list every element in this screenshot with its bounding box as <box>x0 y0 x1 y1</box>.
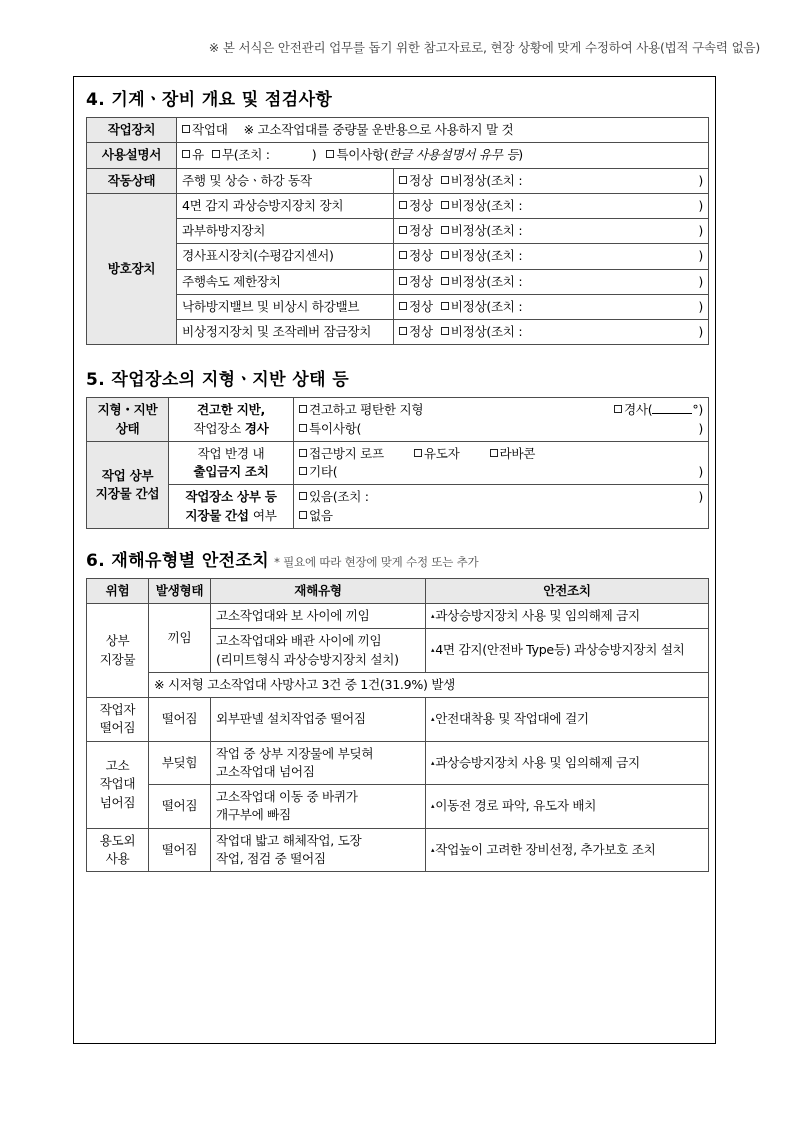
terrain-subject-line2-plain: 작업장소 <box>193 420 245 436</box>
occurrence-cell-2-1: 떨어짐 <box>149 785 211 829</box>
access-restriction-line2: 출입금지 조치 <box>193 464 269 479</box>
table-row <box>87 219 709 244</box>
checkbox-overhead-yes-label: 있음(조치 : <box>309 489 369 505</box>
terrain-subject <box>169 398 294 442</box>
checkbox-guard1-normal-label: 정상 <box>409 223 433 238</box>
table-row <box>87 269 709 294</box>
hazard-1-line1: 작업자 <box>99 702 136 717</box>
checkbox-cone-label: 라바콘 <box>499 445 536 461</box>
slope-unit: °) <box>692 402 703 418</box>
table-row <box>87 604 709 629</box>
checkbox-guard1-abnormal-label: 비정상(조치 : <box>450 223 523 238</box>
row-label-guard: 방호장치 <box>87 193 177 345</box>
accident-0-1-line1: 고소작업대와 배관 사이에 끼임 <box>216 633 382 649</box>
column-header-safety-measure: 안전조치 <box>426 578 709 603</box>
bullet-triangle-icon: ▴ <box>431 646 435 655</box>
table-row <box>87 485 709 529</box>
bullet-triangle-icon: ▴ <box>431 715 435 724</box>
row-label-work-device: 작업장치 <box>87 118 177 143</box>
overhead-line2 <box>174 507 288 525</box>
table-row <box>87 143 709 168</box>
measure-cell-2-0 <box>426 741 709 785</box>
occurrence-cell-1-0: 떨어짐 <box>149 698 211 742</box>
accident-cell-3-0 <box>211 828 426 872</box>
obstacle-label-line2: 지장물 간섭 <box>95 485 160 501</box>
guard2-close-paren: ) <box>698 248 703 264</box>
table-row <box>87 785 709 829</box>
bullet-triangle-icon: ▴ <box>431 802 435 811</box>
overhead-option-row2 <box>299 507 703 525</box>
hazard-cell-2 <box>87 741 149 828</box>
section6-heading <box>86 546 710 571</box>
checkbox-guard5-normal-label: 정상 <box>409 324 433 339</box>
column-header-occurrence: 발생형태 <box>149 578 211 603</box>
overhead-option-row1 <box>299 488 703 506</box>
section4-heading: 4. 기계ㆍ장비 개요 및 점검사항 <box>86 90 333 110</box>
group-0-statistic-note: ※ 시저형 고소작업대 사망사고 3건 중 1건(31.9%) 발생 <box>149 672 709 697</box>
measure-0-0-text: 과상승방지장치 사용 및 임의해제 금지 <box>435 608 640 623</box>
operation-status-cell <box>394 168 709 193</box>
operation-close-paren: ) <box>698 172 703 188</box>
guard-status-cell-4 <box>394 294 709 319</box>
terrain-special-close: ) <box>698 420 703 436</box>
checkbox-guard3-abnormal-label: 비정상(조치 : <box>450 273 523 289</box>
checkbox-guide-person[interactable] <box>414 449 422 457</box>
terrain-option-row1 <box>299 401 703 419</box>
measure-0-1-text: 4면 감지(안전바 Type등) 과상승방지장치 설치 <box>435 642 685 658</box>
accident-3-0-line1: 작업대 밟고 해체작업, 도장 <box>216 832 362 848</box>
accident-0-1-line2: (리미트형식 과상승방지장치 설치) <box>216 651 399 667</box>
manual-cell <box>177 143 709 168</box>
table-row <box>87 441 709 485</box>
overhead-line1: 작업장소 상부 등 <box>185 489 277 505</box>
checkbox-operation-normal-label: 정상 <box>409 172 433 188</box>
terrain-options <box>294 398 709 442</box>
hazard-2-line1: 고소 <box>105 758 130 774</box>
hazard-0-line1: 상부 <box>105 633 130 649</box>
overhead-interference-options <box>294 485 709 529</box>
checkbox-terrain-special[interactable] <box>299 424 307 432</box>
checkbox-manual-special[interactable] <box>326 150 334 158</box>
guard0-close-paren: ) <box>698 197 703 213</box>
guard-item-3: 주행속도 제한장치 <box>177 269 394 294</box>
occurrence-cell-3-0: 떨어짐 <box>149 828 211 872</box>
checkbox-guard1-abnormal[interactable] <box>441 226 449 234</box>
table-row <box>87 398 709 442</box>
guard4-close-paren: ) <box>698 298 703 314</box>
section6-heading-sub: * 필요에 따라 현장에 맞게 수정 또는 추가 <box>274 554 479 569</box>
work-device-cell <box>177 118 709 143</box>
checkbox-overhead-yes[interactable] <box>299 492 307 500</box>
checkbox-slope[interactable] <box>614 405 622 413</box>
access-restriction-subject <box>169 441 294 485</box>
checkbox-access-etc-label: 기타( <box>309 464 338 479</box>
accident-cell-0-0 <box>211 604 426 629</box>
bullet-triangle-icon: ▴ <box>431 758 435 767</box>
access-option-row2 <box>299 463 703 481</box>
checkbox-guard4-normal-label: 정상 <box>409 298 433 314</box>
table-row <box>87 193 709 218</box>
form-frame <box>73 76 716 1044</box>
bullet-triangle-icon: ▴ <box>431 612 435 620</box>
terrain-subject-line1: 견고한 지반, <box>197 402 265 418</box>
overhead-line2-bold: 지장물 간섭 <box>185 507 253 523</box>
checkbox-guard2-normal-label: 정상 <box>409 248 433 264</box>
checkbox-guard3-abnormal[interactable] <box>441 277 449 285</box>
checkbox-access-rope[interactable] <box>299 449 307 457</box>
hazard-3-line1: 용도외 <box>99 832 136 848</box>
accident-2-1-line1: 고소작업대 이동 중 바퀴가 <box>216 789 358 804</box>
guard-status-cell-0 <box>394 193 709 218</box>
operation-item: 주행 및 상승ㆍ하강 동작 <box>177 168 394 193</box>
guard-item-5: 비상정지장치 및 조작레버 잠금장치 <box>177 320 394 345</box>
guard3-close-paren: ) <box>698 273 703 289</box>
table-header-row <box>87 578 709 603</box>
accident-cell-2-1 <box>211 785 426 829</box>
checkbox-guard4-abnormal-label: 비정상(조치 : <box>450 298 523 314</box>
table-row <box>87 828 709 872</box>
row-label-terrain <box>87 398 169 442</box>
checkbox-guard0-normal[interactable] <box>399 201 407 209</box>
checkbox-operation-abnormal[interactable] <box>441 176 449 184</box>
guard-item-4: 낙하방지밸브 및 비상시 하강밸브 <box>177 294 394 319</box>
accident-2-0-line1: 작업 중 상부 지장물에 부딪혀 <box>216 745 374 761</box>
access-etc-close: ) <box>698 464 703 479</box>
row-label-operation: 작동상태 <box>87 168 177 193</box>
measure-2-0-text: 과상승방지장치 사용 및 임의해제 금지 <box>435 754 640 770</box>
row-label-manual: 사용설명서 <box>87 143 177 168</box>
section4-table <box>86 117 709 345</box>
checkbox-overhead-no-label: 없음 <box>309 507 333 523</box>
checkbox-cone[interactable] <box>490 449 498 457</box>
checkbox-operation-abnormal-label: 비정상(조치 : <box>450 172 523 188</box>
hazard-0-line2: 지장물 <box>99 651 136 667</box>
column-header-accident-type: 재해유형 <box>211 578 426 603</box>
table-row <box>87 294 709 319</box>
work-device-note: ※ 고소작업대를 중량물 운반용으로 사용하지 말 것 <box>243 122 514 137</box>
hazard-3-line2: 사용 <box>105 850 130 866</box>
slope-input-line[interactable] <box>652 402 692 414</box>
checkbox-guard5-normal[interactable] <box>399 327 407 335</box>
access-option-row1 <box>299 445 703 463</box>
manual-no-close-paren: ) <box>311 147 317 163</box>
measure-3-0-text: 작업높이 고려한 장비선정, 추가보호 조치 <box>435 841 656 857</box>
hazard-cell-1 <box>87 698 149 742</box>
accident-0-0-line1: 고소작업대와 보 사이에 끼임 <box>216 608 370 623</box>
checkbox-operation-normal[interactable] <box>399 176 407 184</box>
guard-status-cell-3 <box>394 269 709 294</box>
measure-2-1-text: 이동전 경로 파악, 유도자 배치 <box>435 798 597 814</box>
checkbox-guard2-abnormal[interactable] <box>441 251 449 259</box>
checkbox-overhead-no[interactable] <box>299 511 307 519</box>
table-row <box>87 320 709 345</box>
terrain-subject-line2-bold: 경사 <box>244 420 269 436</box>
accident-2-1-line2: 개구부에 빠짐 <box>216 807 291 823</box>
column-header-hazard: 위험 <box>87 578 149 603</box>
accident-cell-1-0: 외부판넬 설치작업중 떨어짐 <box>211 698 426 742</box>
checkbox-manual-no[interactable] <box>212 150 220 158</box>
disclaimer-notice: ※ 본 서식은 안전관리 업무를 돕기 위한 참고자료로, 현장 상황에 맞게 수정하여 사용(법적 구속력 없음) <box>208 40 760 55</box>
measure-cell-0-0 <box>426 604 709 629</box>
table-row <box>87 698 709 742</box>
checkbox-guard5-abnormal[interactable] <box>441 327 449 335</box>
table-row <box>87 118 709 143</box>
checkbox-guard4-abnormal[interactable] <box>441 302 449 310</box>
row-label-obstacle <box>87 441 169 528</box>
hazard-2-line3: 넘어짐 <box>99 794 136 810</box>
checkbox-guard1-normal[interactable] <box>399 226 407 234</box>
checkbox-access-rope-label: 접근방지 로프 <box>309 445 384 461</box>
checkbox-access-etc[interactable] <box>299 467 307 475</box>
table-row <box>87 672 709 697</box>
guard-item-1: 과부하방지장치 <box>177 219 394 244</box>
guard-status-cell-5 <box>394 320 709 345</box>
hazard-cell-0 <box>87 604 149 698</box>
guard-item-0: 4면 감지 과상승방지장치 장치 <box>177 193 394 218</box>
guard-status-cell-1 <box>394 219 709 244</box>
slope-field <box>614 401 703 419</box>
access-restriction-line1: 작업 반경 내 <box>197 445 265 461</box>
manual-special-label: 특이사항( <box>336 147 389 163</box>
form-content <box>86 85 710 872</box>
accident-2-0-line2: 고소작업대 넘어짐 <box>216 763 315 779</box>
access-restriction-options <box>294 441 709 485</box>
occurrence-cell-0: 끼임 <box>149 604 211 673</box>
hazard-2-line2: 작업대 <box>99 776 136 792</box>
hazard-cell-3 <box>87 828 149 872</box>
checkbox-firm-flat-label: 견고하고 평탄한 지형 <box>309 402 424 418</box>
checkbox-guard0-abnormal-label: 비정상(조치 : <box>450 197 523 213</box>
bullet-triangle-icon: ▴ <box>431 845 435 854</box>
checkbox-guard0-abnormal[interactable] <box>441 201 449 209</box>
accident-cell-2-0 <box>211 741 426 785</box>
overhead-interference-subject <box>169 485 294 529</box>
measure-cell-3-0 <box>426 828 709 872</box>
manual-special-italic: 한글 사용설명서 유무 등 <box>388 147 519 163</box>
checkbox-guard2-abnormal-label: 비정상(조치 : <box>450 248 523 264</box>
terrain-label-line2: 상태 <box>115 420 140 436</box>
checkbox-guide-person-label: 유도자 <box>423 445 460 461</box>
guard5-close-paren: ) <box>698 324 703 339</box>
terrain-label-line1: 지형・지반 <box>97 402 158 418</box>
terrain-subject-line2 <box>174 420 288 438</box>
checkbox-work-platform[interactable] <box>182 125 190 133</box>
checkbox-guard0-normal-label: 정상 <box>409 197 433 213</box>
accident-cell-0-1 <box>211 629 426 673</box>
guard-item-2: 경사표시장치(수평감지센서) <box>177 244 394 269</box>
terrain-option-row2 <box>299 420 703 438</box>
checkbox-manual-no-label: 무(조치 : <box>221 147 270 163</box>
checkbox-terrain-special-label: 특이사항( <box>309 420 362 436</box>
accident-3-0-line2: 작업, 점검 중 떨어짐 <box>216 850 326 866</box>
checkbox-guard3-normal-label: 정상 <box>409 273 433 289</box>
obstacle-label-line1: 작업 상부 <box>101 467 154 483</box>
checkbox-guard3-normal[interactable] <box>399 277 407 285</box>
measure-cell-0-1 <box>426 629 709 673</box>
section5-table <box>86 397 709 529</box>
overhead-line2-plain: 여부 <box>252 507 277 523</box>
checkbox-firm-flat[interactable] <box>299 405 307 413</box>
checkbox-guard5-abnormal-label: 비정상(조치 : <box>450 324 523 339</box>
table-row <box>87 741 709 785</box>
checkbox-work-platform-label: 작업대 <box>192 122 228 137</box>
manual-special-close: ) <box>518 147 523 163</box>
guard1-close-paren: ) <box>698 223 703 238</box>
checkbox-manual-yes[interactable] <box>182 150 190 158</box>
checkbox-manual-yes-label: 유 <box>192 147 204 163</box>
section6-heading-main: 6. 재해유형별 안전조치 <box>86 550 270 571</box>
table-row <box>87 244 709 269</box>
checkbox-slope-label: 경사( <box>624 402 653 418</box>
measure-cell-1-0 <box>426 698 709 742</box>
table-row <box>87 168 709 193</box>
occurrence-cell-2-0: 부딪힘 <box>149 741 211 785</box>
measure-cell-2-1 <box>426 785 709 829</box>
checkbox-guard4-normal[interactable] <box>399 302 407 310</box>
checkbox-guard2-normal[interactable] <box>399 251 407 259</box>
section6-table <box>86 578 709 872</box>
section5-heading: 5. 작업장소의 지형ㆍ지반 상태 등 <box>86 370 350 391</box>
measure-1-0-text: 안전대착용 및 작업대에 걸기 <box>435 711 589 727</box>
guard-status-cell-2 <box>394 244 709 269</box>
overhead-yes-close: ) <box>698 489 703 505</box>
hazard-1-line2: 떨어짐 <box>99 720 136 736</box>
